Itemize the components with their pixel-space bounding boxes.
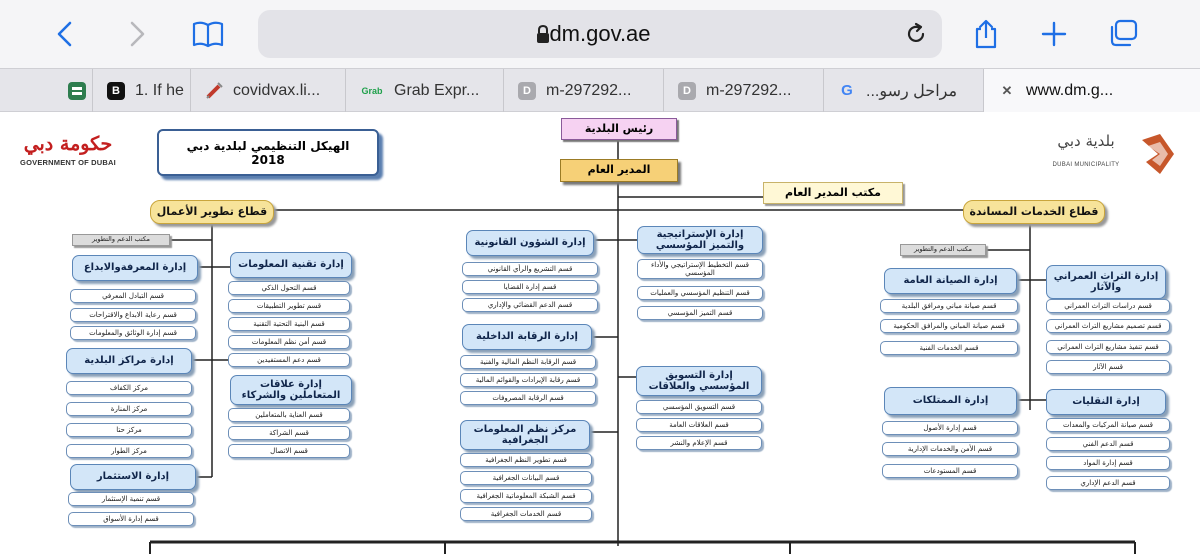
section-item: قسم الرقابة النظم المالية والفنية bbox=[460, 355, 596, 369]
dept-heritage: إدارة التراث العمراني والآثار bbox=[1046, 265, 1166, 299]
section-item: قسم صيانة المباني والمرافق الحكومية bbox=[880, 319, 1018, 333]
support-office-right: مكتب الدعم والتطوير bbox=[900, 244, 986, 256]
dubai-municipality-logo bbox=[1036, 132, 1176, 178]
share-icon bbox=[972, 18, 1000, 50]
dept-legal: إدارة الشؤون القانونية bbox=[466, 230, 594, 256]
section-item: قسم الخدمات الفنية bbox=[880, 341, 1018, 355]
dept-relations: إدارة علاقات المتعاملين والشركاء bbox=[230, 375, 352, 405]
tabs-icon bbox=[1107, 19, 1139, 49]
section-item: قسم تصميم مشاريع التراث العمراني bbox=[1046, 319, 1170, 333]
tab-active[interactable] bbox=[983, 69, 1200, 112]
section-item: قسم الدعم الفني bbox=[1046, 437, 1170, 451]
director-general-box: المدير العام bbox=[560, 159, 678, 182]
section-item: قسم الآثار bbox=[1046, 360, 1170, 374]
tab-strip bbox=[0, 68, 1200, 112]
section-item: قسم الدعم الإداري bbox=[1046, 476, 1170, 490]
section-item: قسم تنمية الإستثمار bbox=[68, 492, 194, 506]
grab-logo-icon: Grab bbox=[361, 85, 383, 96]
section-item: قسم دراسات التراث العمراني bbox=[1046, 299, 1170, 313]
section-item: مركز المنارة bbox=[66, 402, 192, 416]
tab-2[interactable] bbox=[190, 69, 345, 112]
section-item: قسم البيانات الجغرافية bbox=[460, 471, 592, 485]
chevron-right-icon bbox=[124, 20, 148, 48]
url-text: dm.gov.ae bbox=[549, 21, 651, 46]
d-letter-icon: D bbox=[678, 82, 696, 100]
browser-toolbar bbox=[0, 0, 1200, 68]
section-item: قسم إدارة الأسواق bbox=[68, 512, 194, 526]
dept-gis: مركز نظم المعلومات الجغرافية bbox=[460, 420, 590, 450]
syringe-icon bbox=[205, 82, 223, 100]
section-item: قسم رقابة الإيرادات والقوائم المالية bbox=[460, 373, 596, 387]
section-item: قسم تطوير النظم الجغرافية bbox=[460, 453, 592, 467]
president-box: رئيس البلدية bbox=[561, 118, 677, 140]
tab-app[interactable] bbox=[54, 69, 92, 112]
tab-label: covidvax.li... bbox=[233, 81, 321, 99]
tab-label: m-297292... bbox=[546, 81, 632, 99]
section-item: قسم إدارة المواد bbox=[1046, 456, 1170, 470]
dg-office-box: مكتب المدير العام bbox=[763, 182, 903, 204]
section-item: قسم العناية بالمتعاملين bbox=[228, 408, 350, 422]
gov-logo-english: GOVERNMENT OF DUBAI bbox=[20, 157, 116, 167]
section-item: قسم التنظيم المؤسسي والعمليات bbox=[637, 286, 763, 300]
section-item: قسم الإعلام والنشر bbox=[636, 436, 762, 450]
chart-title: الهيكل التنظيمي لبلدية دبي bbox=[186, 138, 350, 153]
support-office-left: مكتب الدعم والتطوير bbox=[72, 234, 170, 246]
section-item: قسم الشراكة bbox=[228, 426, 350, 440]
dm-emblem-icon bbox=[1140, 132, 1176, 176]
section-item: قسم التشريع والرأي القانوني bbox=[462, 262, 598, 276]
plus-icon bbox=[1041, 21, 1067, 47]
tab-label: www.dm.g... bbox=[1026, 81, 1114, 99]
dept-maintenance: إدارة الصيانة العامة bbox=[884, 268, 1017, 294]
section-item: مركز الكفاف bbox=[66, 381, 192, 395]
tab-4[interactable] bbox=[503, 69, 663, 112]
section-item: قسم رعاية الابداع والاقتراحات bbox=[70, 308, 196, 322]
tabs-overview-button[interactable] bbox=[1103, 14, 1143, 54]
book-icon bbox=[191, 19, 225, 49]
business-development-sector: قطاع تطوير الأعمال bbox=[150, 200, 274, 224]
section-item: قسم المستودعات bbox=[882, 464, 1018, 478]
section-item: قسم الدعم القضائي والإداري bbox=[462, 298, 598, 312]
tab-label: 1. If he bbox=[135, 81, 184, 99]
dm-logo-arabic: بلدية دبي bbox=[1057, 132, 1115, 150]
section-item: مركز الطوار bbox=[66, 444, 192, 458]
dept-internal-audit: إدارة الرقابة الداخلية bbox=[462, 324, 592, 350]
dept-properties: إدارة الممتلكات bbox=[884, 387, 1017, 415]
section-item: مركز حتا bbox=[66, 423, 192, 437]
tab-1[interactable] bbox=[92, 69, 190, 112]
section-item: قسم أمن نظم المعلومات bbox=[228, 335, 350, 349]
dept-knowledge: إدارة المعرفةوالابداع bbox=[72, 255, 198, 281]
section-item: قسم إدارة الأصول bbox=[882, 421, 1018, 435]
dept-investment: إدارة الاستثمار bbox=[70, 464, 196, 490]
forward-button[interactable] bbox=[116, 14, 156, 54]
back-button[interactable] bbox=[46, 14, 86, 54]
section-item: قسم العلاقات العامة bbox=[636, 418, 762, 432]
dept-marketing: إدارة التسويق المؤسسي والعلاقات bbox=[636, 366, 762, 396]
section-item: قسم صيانة مباني ومرافق البلدية bbox=[880, 299, 1018, 313]
d-letter-icon: D bbox=[518, 82, 536, 100]
section-item: قسم تنفيذ مشاريع التراث العمراني bbox=[1046, 340, 1170, 354]
dept-centers: إدارة مراكز البلدية bbox=[66, 348, 192, 374]
bookmarks-button[interactable] bbox=[188, 14, 228, 54]
chevron-left-icon bbox=[54, 20, 78, 48]
tab-6[interactable] bbox=[823, 69, 983, 112]
section-item: قسم التميز المؤسسي bbox=[637, 306, 763, 320]
dept-strategy: إدارة الإستراتيجية والتميز المؤسسي bbox=[637, 226, 763, 254]
section-item: قسم الرقابة المصروفات bbox=[460, 391, 596, 405]
chart-title-box bbox=[157, 129, 379, 176]
dm-logo-english: DUBAI MUNICIPALITY bbox=[1052, 162, 1120, 168]
section-item: قسم إدارة الوثائق والمعلومات bbox=[70, 326, 196, 340]
reload-icon[interactable] bbox=[904, 22, 928, 46]
section-item: قسم دعم المستفيدين bbox=[228, 353, 350, 367]
chart-year: 2018 bbox=[251, 152, 285, 167]
section-item: قسم الاتصال bbox=[228, 444, 350, 458]
section-item: قسم الأمن والخدمات الإدارية bbox=[882, 442, 1018, 456]
section-item: قسم الخدمات الجغرافية bbox=[460, 507, 592, 521]
tab-label: مراحل رسو... bbox=[866, 82, 958, 100]
support-services-sector: قطاع الخدمات المساندة bbox=[963, 200, 1105, 224]
tab-label: Grab Expr... bbox=[394, 81, 480, 99]
org-chart-page bbox=[0, 112, 1200, 554]
section-item: قسم التبادل المعرفي bbox=[70, 289, 196, 303]
b-letter-icon: B bbox=[107, 82, 125, 100]
dept-it: إدارة تقنية المعلومات bbox=[230, 252, 352, 278]
section-item: قسم التخطيط الإستراتيجي والأداء المؤسسي bbox=[637, 259, 763, 279]
dept-transport: إدارة النقليات bbox=[1046, 389, 1166, 415]
section-item: قسم التحول الذكي bbox=[228, 281, 350, 295]
google-g-icon: G bbox=[841, 82, 853, 99]
tab-5[interactable] bbox=[663, 69, 823, 112]
section-item: قسم البنية التحتية التقنية bbox=[228, 317, 350, 331]
section-item: قسم إدارة القضايا bbox=[462, 280, 598, 294]
gov-logo-arabic: حكومة دبي bbox=[23, 133, 113, 155]
section-item: قسم صيانة المركبات والمعدات bbox=[1046, 418, 1170, 432]
share-button[interactable] bbox=[966, 14, 1006, 54]
new-tab-button[interactable] bbox=[1034, 14, 1074, 54]
section-item: قسم التسويق المؤسسي bbox=[636, 400, 762, 414]
close-tab-icon[interactable]: ✕ bbox=[1001, 82, 1013, 98]
section-item: قسم تطوير التطبيقات bbox=[228, 299, 350, 313]
tab-3[interactable] bbox=[345, 69, 503, 112]
address-bar[interactable] bbox=[258, 10, 942, 58]
grid-app-icon bbox=[68, 82, 86, 100]
section-item: قسم الشبكة المعلوماتية الجغرافية bbox=[460, 489, 592, 503]
government-of-dubai-logo bbox=[18, 134, 118, 180]
tab-label: m-297292... bbox=[706, 81, 792, 99]
